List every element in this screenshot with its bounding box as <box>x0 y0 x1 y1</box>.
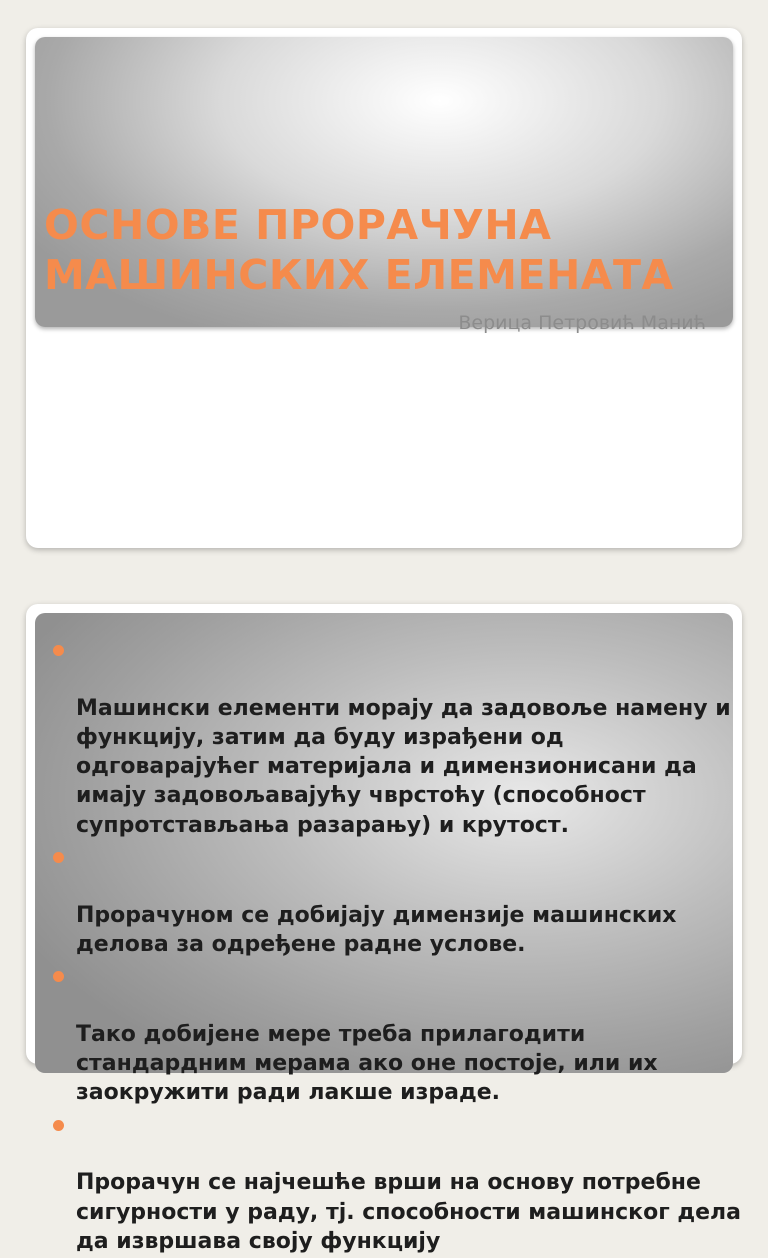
bullet-dot-icon <box>53 645 64 656</box>
content-slide <box>26 604 742 1254</box>
bullet-text: Прорачуном се добијају димензије машинских делова за одређене радне услове. <box>76 902 677 957</box>
bullet-dot-icon <box>53 971 64 982</box>
content-panel <box>35 613 741 1254</box>
bullet-dot-icon <box>53 1120 64 1131</box>
bullet-list <box>53 635 743 1258</box>
title-slide <box>26 28 742 548</box>
slide-title: ОСНОВЕ ПРОРАЧУНА МАШИНСКИХ ЕЛЕМЕНАТА <box>44 201 674 299</box>
bullet-item <box>53 842 743 959</box>
author-subtitle: Верица Петровић Манић <box>458 312 706 334</box>
bullet-item <box>53 1110 743 1256</box>
bullet-text: Машински елементи морају да задовоље намену и функцију, затим да буду израђени од одговарајућег материјала и димензионисани да имају задовољавајућу чврстоћу (способност супротстављања разарању) и крутост. <box>76 695 731 838</box>
bullet-dot-icon <box>53 852 64 863</box>
bullet-item <box>53 961 743 1107</box>
bullet-text: Тако добијене мере треба прилагодити стандардним мерама ако оне постоје, или их заокружити ради лакше израде. <box>76 1021 658 1106</box>
bullet-item <box>53 635 743 840</box>
bullet-text: Прорачун се најчешће врши на основу потребне сигурности у раду, тј. способности машинског дела да извршава своју функцију <box>76 1170 741 1254</box>
